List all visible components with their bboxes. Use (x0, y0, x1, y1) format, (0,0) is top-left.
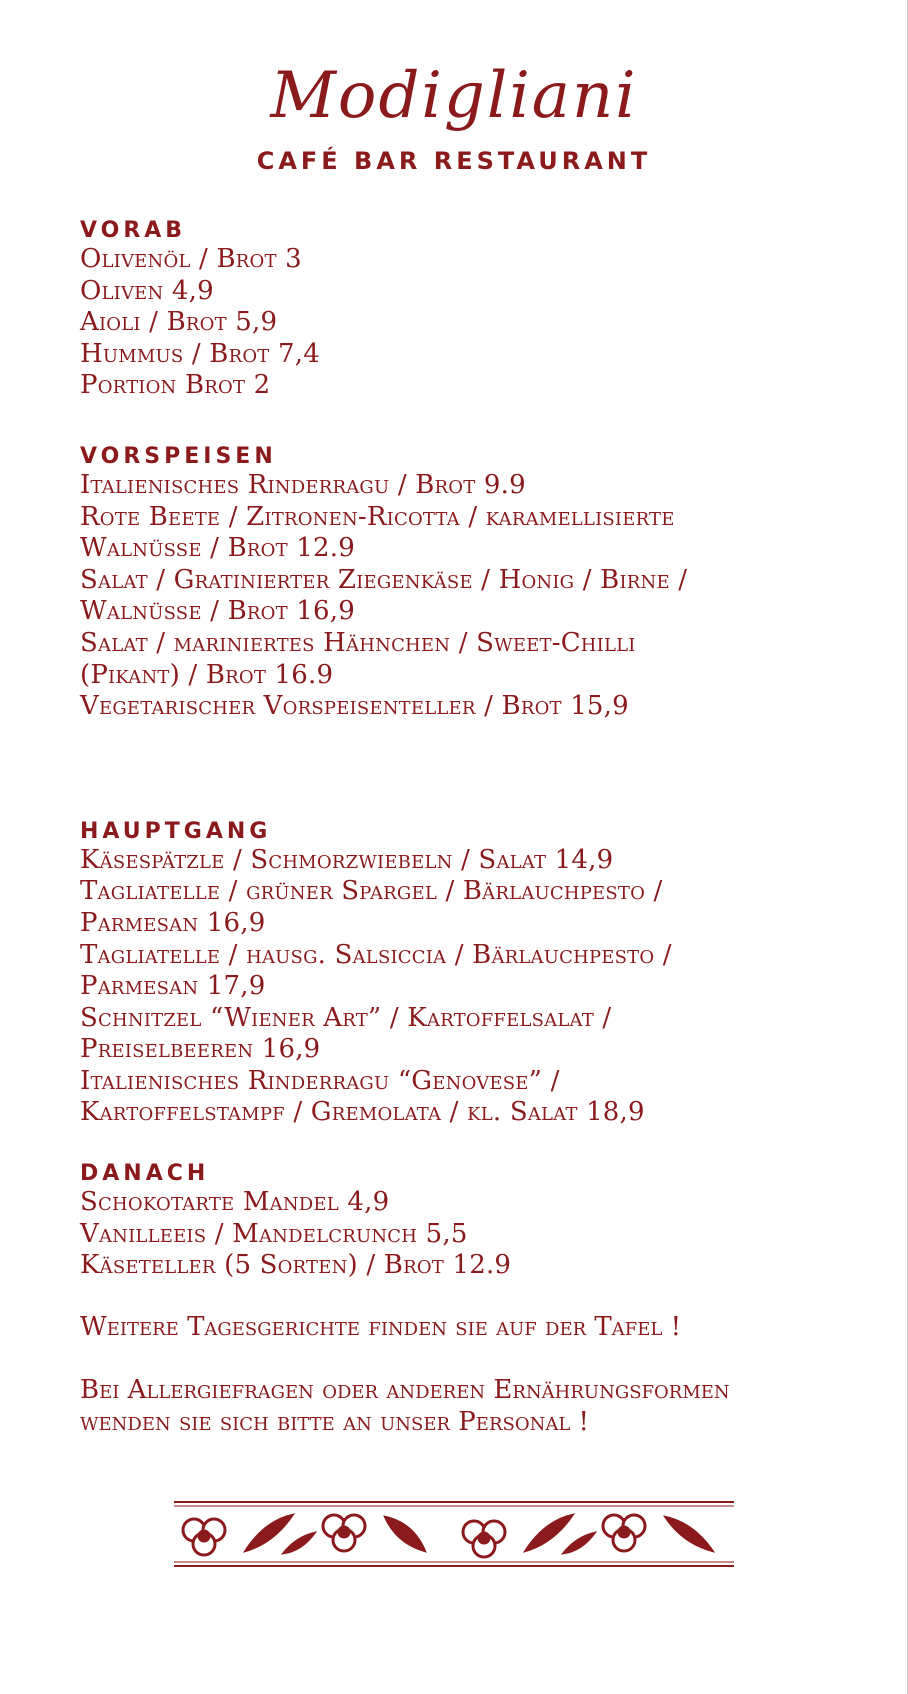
allergy-note: Bei Allergiefragen oder anderen Ernährungsformen wenden sie sich bitte an unser Personal ! (80, 1375, 730, 1438)
section-title: HAUPTGANG (80, 818, 272, 844)
brand-subtitle: CAFÉ BAR RESTAURANT (256, 147, 652, 175)
menu-item: Walnüsse / Brot 16,9 (80, 596, 355, 627)
menu-item: Salat / Gratinierter Ziegenkäse / Honig / Birne / (80, 564, 688, 595)
section-title: VORSPEISEN (80, 443, 277, 469)
menu-item: Kartoffelstampf / Gremolata / kl. Salat 18,9 (80, 1097, 645, 1128)
menu-item: Schokotarte Mandel 4,9 (80, 1187, 390, 1218)
floral-border-icon (174, 1500, 734, 1568)
daily-specials-note: Weitere Tagesgerichte finden sie auf der Tafel ! (80, 1311, 682, 1342)
menu-item: Parmesan 17,9 (80, 971, 266, 1002)
menu-item: Käsespätzle / Schmorzwiebeln / Salat 14,9 (80, 844, 614, 875)
menu-item: Preiselbeeren 16,9 (80, 1034, 321, 1065)
menu-item: Käseteller (5 Sorten) / Brot 12.9 (80, 1250, 512, 1281)
section-vorab (80, 218, 820, 402)
section-title: VORAB (80, 218, 187, 243)
section-vorspeisen (80, 444, 820, 723)
menu-item: Salat / mariniertes Hähnchen / Sweet-Chilli (80, 627, 636, 658)
menu-item: Oliven 4,9 (80, 275, 214, 306)
menu-item: Portion Brot 2 (80, 370, 271, 401)
menu-item: Vanilleeis / Mandelcrunch 5,5 (80, 1218, 468, 1249)
menu-item: Italienisches Rinderragu / Brot 9.9 (80, 469, 526, 500)
menu-item: Vegetarischer Vorspeisenteller / Brot 15,9 (80, 691, 629, 722)
menu-item: Rote Beete / Zitronen-Ricotta / karamellisierte (80, 501, 675, 532)
menu-header (0, 56, 908, 176)
menu-item: Schnitzel “Wiener Art” / Kartoffelsalat / (80, 1002, 612, 1033)
section-title: DANACH (80, 1161, 210, 1187)
menu-item: Aioli / Brot 5,9 (80, 307, 278, 338)
menu-item: Parmesan 16,9 (80, 907, 266, 938)
menu-item: Tagliatelle / hausg. Salsiccia / Bärlauchpesto / (80, 939, 672, 970)
menu-item: Walnüsse / Brot 12.9 (80, 533, 355, 564)
menu-item: Tagliatelle / grüner Spargel / Bärlauchpesto / (80, 876, 663, 907)
section-danach (80, 1161, 820, 1282)
menu-item: (Pikant) / Brot 16.9 (80, 659, 334, 690)
section-hauptgang (80, 819, 820, 1129)
menu-item: Hummus / Brot 7,4 (80, 338, 320, 369)
menu-body (80, 218, 820, 1471)
brand-logo: Modigliani (270, 59, 638, 133)
menu-item: Olivenöl / Brot 3 (80, 244, 302, 274)
menu-item: Italienisches Rinderragu “Genovese” / (80, 1065, 560, 1096)
